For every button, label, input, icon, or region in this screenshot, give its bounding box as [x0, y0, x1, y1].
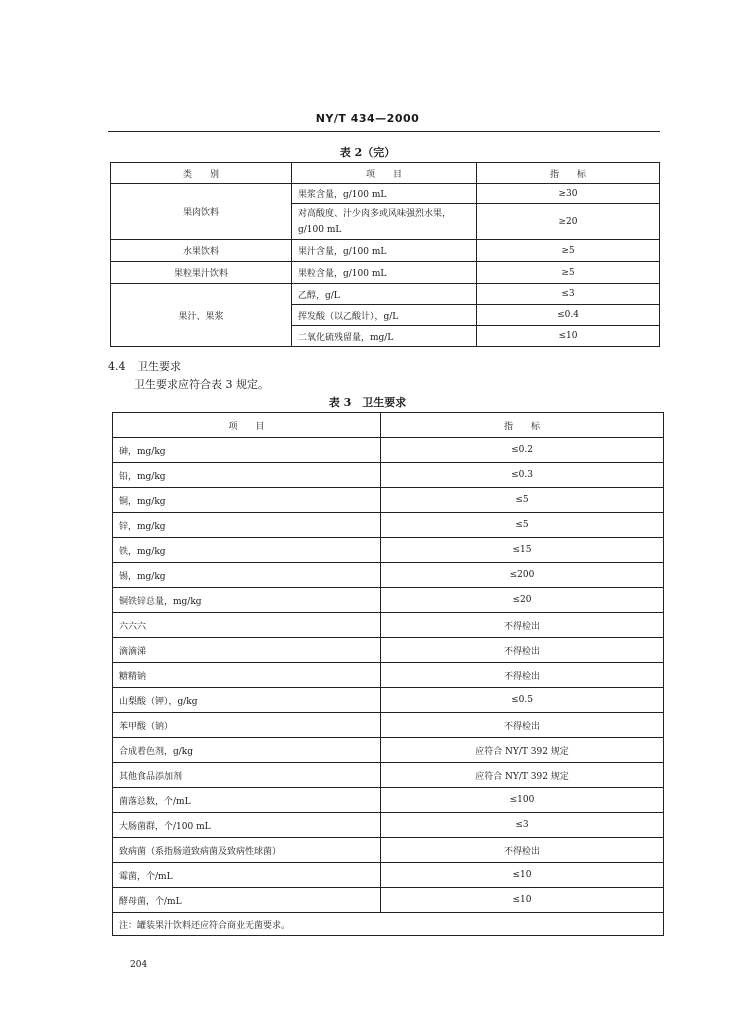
item-cell: 菌落总数，个/mL	[113, 788, 381, 813]
table-row	[111, 284, 660, 305]
value-cell: ≤0.4	[477, 305, 660, 326]
item-cell: 大肠菌群，个/100 mL	[113, 813, 381, 838]
value-cell: ≤5	[381, 488, 664, 513]
item-cell: 果汁含量，g/100 mL	[292, 240, 477, 262]
table-row	[113, 713, 664, 738]
item-cell: 乙醇，g/L	[292, 284, 477, 305]
table-note-row	[113, 913, 664, 936]
item-cell: 铁，mg/kg	[113, 538, 381, 563]
value-cell: ≤200	[381, 563, 664, 588]
page-number: 204	[130, 960, 148, 970]
header-rule	[108, 131, 660, 132]
value-cell: ≤10	[477, 326, 660, 347]
table-3	[112, 412, 664, 936]
table-row	[113, 613, 664, 638]
table-row	[113, 738, 664, 763]
table-row	[113, 763, 664, 788]
category-cell: 果汁、果浆	[111, 284, 292, 347]
column-header-item: 项 目	[113, 413, 381, 438]
item-cell: 酵母菌，个/mL	[113, 888, 381, 913]
table-row	[111, 184, 660, 204]
value-cell: ≤5	[381, 513, 664, 538]
value-cell: ≤0.3	[381, 463, 664, 488]
column-header-category: 类 别	[111, 163, 292, 184]
value-cell: 应符合 NY/T 392 规定	[381, 763, 664, 788]
table-row	[113, 688, 664, 713]
section-number: 4.4	[108, 360, 126, 373]
column-header-value: 指 标	[477, 163, 660, 184]
table-row	[113, 663, 664, 688]
table-note: 注：罐装果汁饮料还应符合商业无菌要求。	[113, 913, 664, 936]
page-header: NY/T 434—2000	[315, 112, 420, 125]
column-header-value: 指 标	[381, 413, 664, 438]
item-cell: 砷，mg/kg	[113, 438, 381, 463]
item-cell: 铜铁锌总量，mg/kg	[113, 588, 381, 613]
column-header-item: 项 目	[292, 163, 477, 184]
item-cell: 铅，mg/kg	[113, 463, 381, 488]
section-heading	[108, 358, 181, 374]
item-cell: 合成着色剂，g/kg	[113, 738, 381, 763]
section-text: 卫生要求应符合表 3 规定。	[134, 378, 269, 391]
item-cell: 滴滴涕	[113, 638, 381, 663]
table-row	[113, 438, 664, 463]
table-row	[113, 463, 664, 488]
table-row	[113, 488, 664, 513]
table-row	[113, 788, 664, 813]
value-cell: 不得检出	[381, 838, 664, 863]
category-cell: 果肉饮料	[111, 184, 292, 240]
item-cell: 果粒含量，g/100 mL	[292, 262, 477, 284]
table-header-row	[113, 413, 664, 438]
table-row	[113, 563, 664, 588]
table-2	[110, 162, 660, 347]
table2-caption: 表 2（完）	[339, 146, 396, 159]
item-cell: 其他食品添加剂	[113, 763, 381, 788]
section-title: 卫生要求	[137, 360, 181, 373]
value-cell: ≤0.5	[381, 688, 664, 713]
table-row	[113, 813, 664, 838]
value-cell: 应符合 NY/T 392 规定	[381, 738, 664, 763]
table-row	[111, 240, 660, 262]
value-cell: 不得检出	[381, 613, 664, 638]
item-cell: 锌，mg/kg	[113, 513, 381, 538]
value-cell: ≤3	[381, 813, 664, 838]
value-cell: ≤10	[381, 863, 664, 888]
table-row	[111, 262, 660, 284]
value-cell: ≤0.2	[381, 438, 664, 463]
table-row	[113, 863, 664, 888]
item-cell: 果浆含量，g/100 mL	[292, 184, 477, 204]
value-cell: 不得检出	[381, 713, 664, 738]
value-cell: ≥5	[477, 262, 660, 284]
item-cell: 二氧化硫残留量，mg/L	[292, 326, 477, 347]
value-cell: ≤10	[381, 888, 664, 913]
value-cell: ≥5	[477, 240, 660, 262]
item-cell: 六六六	[113, 613, 381, 638]
item-cell: 挥发酸（以乙酸计），g/L	[292, 305, 477, 326]
item-cell: 糖精钠	[113, 663, 381, 688]
value-cell: 不得检出	[381, 663, 664, 688]
table-header-row	[111, 163, 660, 184]
table-row	[113, 888, 664, 913]
category-cell: 水果饮料	[111, 240, 292, 262]
value-cell: ≤20	[381, 588, 664, 613]
category-cell: 果粒果汁饮料	[111, 262, 292, 284]
value-cell: ≥30	[477, 184, 660, 204]
table-row	[113, 638, 664, 663]
item-cell: 霉菌，个/mL	[113, 863, 381, 888]
table-row	[113, 588, 664, 613]
item-cell: 锡，mg/kg	[113, 563, 381, 588]
item-cell: 对高酸度、汁少肉多或风味强烈水果，g/100 mL	[292, 204, 477, 240]
item-cell: 铜，mg/kg	[113, 488, 381, 513]
table3-caption: 表 3 卫生要求	[328, 396, 407, 409]
table-row	[113, 538, 664, 563]
value-cell: ≤15	[381, 538, 664, 563]
value-cell: ≥20	[477, 204, 660, 240]
value-cell: ≤3	[477, 284, 660, 305]
item-cell: 山梨酸（钾），g/kg	[113, 688, 381, 713]
table-row	[113, 838, 664, 863]
item-cell: 苯甲酸（钠）	[113, 713, 381, 738]
item-cell: 致病菌（系指肠道致病菌及致病性球菌）	[113, 838, 381, 863]
table3-body	[113, 438, 664, 936]
value-cell: ≤100	[381, 788, 664, 813]
value-cell: 不得检出	[381, 638, 664, 663]
table-row	[113, 513, 664, 538]
